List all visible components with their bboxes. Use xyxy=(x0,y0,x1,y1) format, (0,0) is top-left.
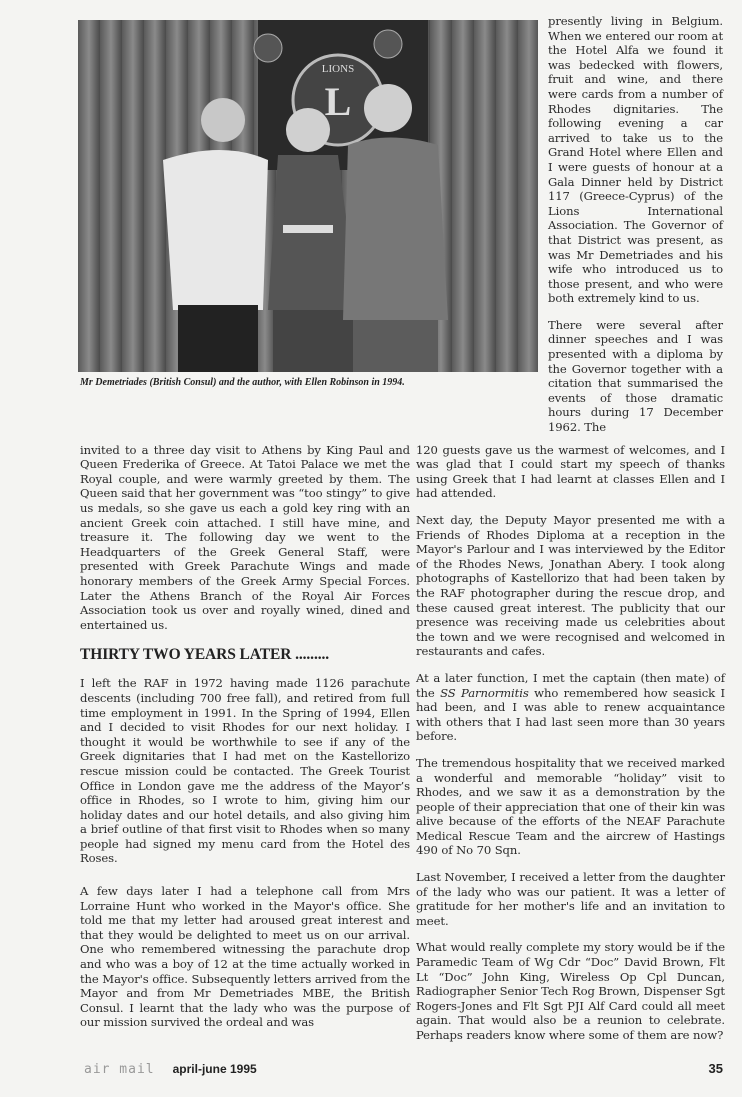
body-columns xyxy=(78,442,726,1055)
paragraph: Next day, the Deputy Mayor presented me with a Friends of Rhodes Diploma at a reception in the Mayor's Parlour and I was interviewed by the Editor of the Rhodes News, Jonathan Abery. I took along photographs of Kastellorizo that had been taken by the RAF photographer during the rescue drop, and these caused great interest. The publicity that our presence was receiving made us celebrities about the town and we were recognised and welcomed in restaurants and cafes. xyxy=(416,513,725,659)
right-narrow-column xyxy=(548,14,723,435)
right-wide-column xyxy=(416,443,725,1055)
issue-date: april-june 1995 xyxy=(172,1061,257,1076)
paragraph: I left the RAF in 1972 having made 1126 parachute descents (including 700 free fall), and retired from full time employment in 1991. In the Spring of 1994, Ellen and I decided to visit Rhodes for our next holiday. I thought it would be worthwhile to see if any of the Greek dignitaries that I had met on the Kastellorizo rescue mission could be contacted. The Greek Tourist Office in London gave me the address of the Mayor’s office in Rhodes, so I wrote to him, giving him our holiday dates and our hotel details, and also giving him a brief outline of that first visit to Rhodes when so many people had signed my menu card from the Hotel des Roses. xyxy=(80,676,410,866)
paragraph: What would really complete my story would be if the Paramedic Team of Wg Cdr “Doc” David Brown, Flt Lt “Doc” John King, Wireless Op Cpl Duncan, Radiographer Senior Tech Rog Brown, Dispenser Sgt Rogers-Jones and Flt Sgt PJI Alf Card could all meet again. That would also be a reunion to celebrate. Perhaps readers know where some of them are now? xyxy=(416,940,725,1042)
svg-text:L: L xyxy=(324,79,352,124)
paragraph xyxy=(416,671,725,744)
page-footer xyxy=(78,1061,723,1077)
article-photo xyxy=(78,20,538,372)
paragraph: 120 guests gave us the warmest of welcomes, and I was glad that I could start my speech of thanks using Greek that I had learnt at classes Ellen and I had attended. xyxy=(416,442,725,501)
paragraph: presently living in Belgium. When we entered our room at the Hotel Alfa we found it was bedecked with flowers, fruit and wine, and there were cards from a number of Rhodes dignitaries. The following evening a car arrived to take us to the Grand Hotel where Ellen and I were guests of honour at a Gala Dinner held by District 117 (Greece-Cyprus) of the Lions International Association. The Governor of that District was present, as was Mr Demetriades and his wife who introduced us to those present, and who were both extremely kind to us. xyxy=(548,14,723,306)
magazine-logo: air mail xyxy=(84,1061,155,1077)
photo-illustration xyxy=(78,20,538,372)
paragraph: invited to a three day visit to Athens by King Paul and Queen Frederika of Greece. At Tatoi Palace we met the Royal couple, and were warmly greeted by them. The Queen said that her government was “too stingy” to give us medals, so she gave us each a gold key ring with an ancient Greek coin attached. I still have mine, and treasure it. The following day we went to the Headquarters of the Greek General Staff, were presented with Greek Parachute Wings and made honorary members of the Greek Army Special Forces. Later the Athens Branch of the Royal Air Forces Association took us over and royally wined, dined and entertained us. xyxy=(80,442,410,632)
page-number: 35 xyxy=(708,1060,723,1076)
photo-caption: Mr Demetriades (British Consul) and the author, with Ellen Robinson in 1994. xyxy=(80,377,405,388)
paragraph: A few days later I had a telephone call from Mrs Lorraine Hunt who worked in the Mayor's office. She told me that my letter had aroused great interest and that they would be delighted to meet us on our arrival. One who remembered witnessing the parachute drop and who was a boy of 12 at the time actually worked in the Mayor's office. Subsequently letters arrived from the Mayor and from Mr Demetriades MBE, the British Consul. I learnt that the lady who was the purpose of our mission survived the ordeal and was xyxy=(80,884,410,1030)
paragraph: The tremendous hospitality that we received marked a wonderful and memorable “holiday” visit to Rhodes, and we saw it as a demonstration by the people of their appreciation that one of their kin was alive because of the efforts of the NEAF Parachute Medical Rescue Team and the aircrew of Hastings 490 of No 70 Sqn. xyxy=(416,755,725,858)
text: At a later function, I met the captain (then mate) of the xyxy=(416,670,725,700)
section-heading: THIRTY TWO YEARS LATER ......... xyxy=(80,646,330,664)
text: who remembered how seasick I had been, and I was able to renew acquaintance with others that I had last seen more than 30 years before. xyxy=(416,685,726,744)
top-band xyxy=(78,14,723,435)
left-column xyxy=(80,443,410,1042)
paragraph: There were several after dinner speeches and I was presented with a diploma by the Governor together with a citation that summarised the events of those dramatic hours during 17 December 1962. The xyxy=(548,317,723,435)
photo-block xyxy=(78,14,538,389)
ship-name: SS Parnormitis xyxy=(440,685,529,700)
banner-text: LIONS xyxy=(321,63,355,75)
paragraph: Last November, I received a letter from the daughter of the lady who was our patient. It was a letter of gratitude for her mother's life and an invitation to meet. xyxy=(416,870,725,928)
